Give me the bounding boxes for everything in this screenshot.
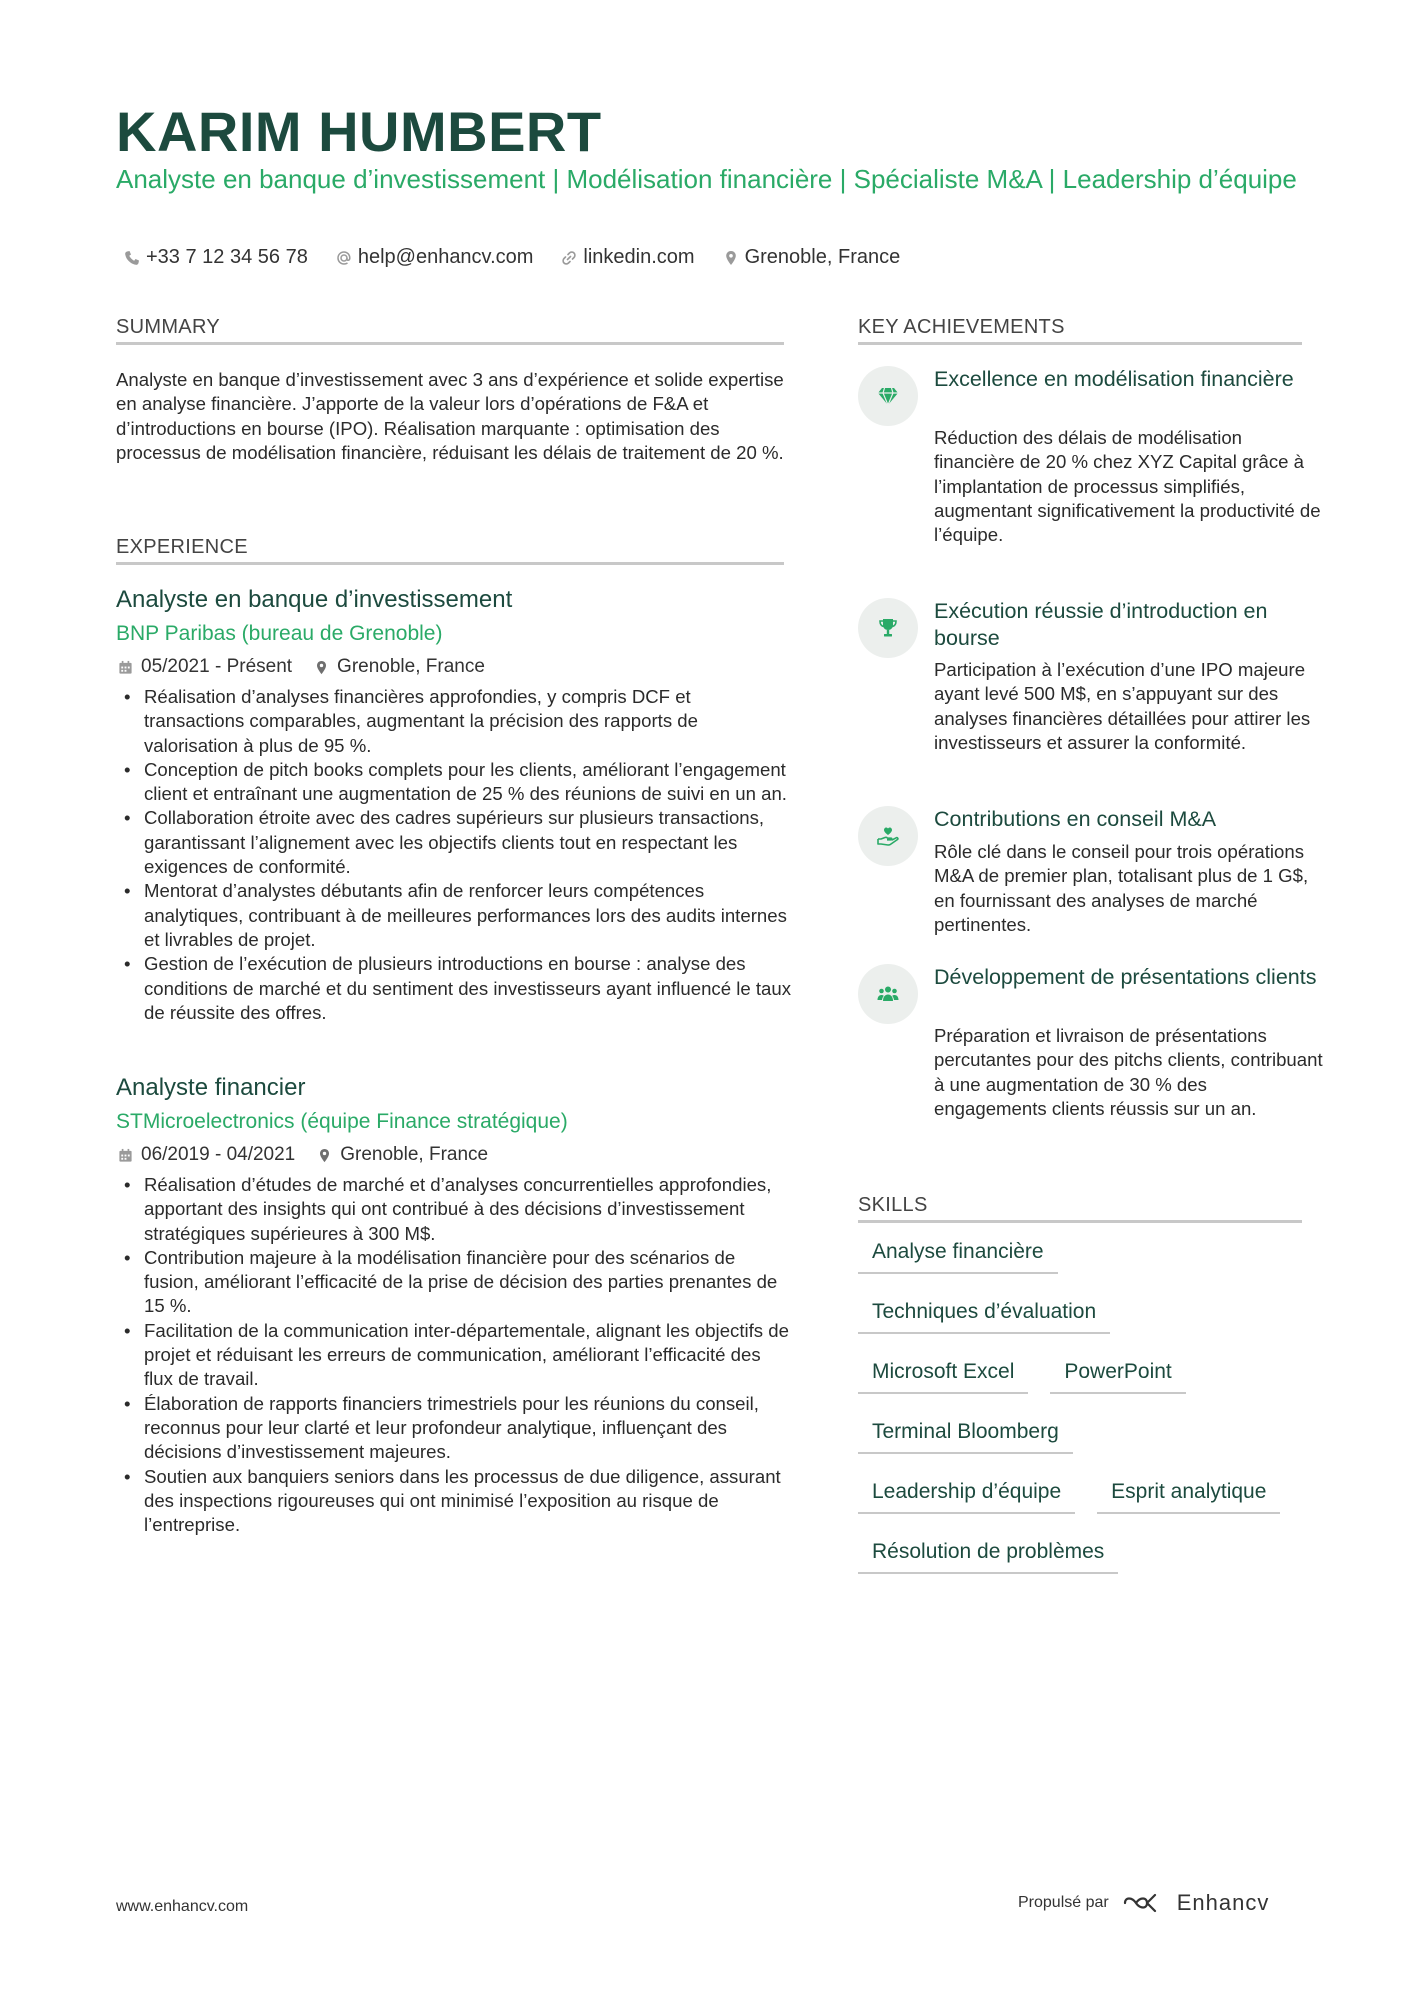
location-pin-icon — [317, 1148, 332, 1163]
users-icon — [876, 982, 900, 1006]
achievement-desc: Réduction des délais de modélisation financière de 20 % chez XYZ Capital grâce à l’implantation de processus simplifiés, augmentant significativement la productivité de l’équipe. — [934, 427, 1321, 546]
achievement-desc: Rôle clé dans le conseil pour trois opérations M&A de premier plan, totalisant plus de 1 G$, en fournissant des analyses de marché pertinentes. — [934, 841, 1309, 935]
skills-divider — [858, 1220, 1302, 1223]
calendar-icon — [118, 660, 133, 675]
skill-tag: Terminal Bloomberg — [858, 1416, 1073, 1454]
bullet-item: • Contribution majeure à la modélisation financière pour des scénarios de fusion, améliorant l’efficacité de la prise de décision des parties prenantes de 15 %. — [120, 1246, 792, 1319]
hand-heart-icon — [876, 824, 900, 848]
brand-logo[interactable] — [1123, 1890, 1270, 1916]
achievement-title: Développement de présentations clients — [934, 965, 1317, 989]
achievement-icon-circle — [858, 598, 918, 658]
location-pin-icon — [314, 660, 329, 675]
job-meta — [118, 656, 485, 678]
skill-row — [858, 1236, 1328, 1274]
job-dates-text: 06/2019 - 04/2021 — [141, 1144, 296, 1165]
achievement-title: Contributions en conseil M&A — [934, 807, 1217, 831]
bullet-item: • Soutien aux banquiers seniors dans les processus de due diligence, assurant des inspections rigoureuses qui ont minimisé l’exposition au risque de l’entreprise. — [120, 1465, 792, 1538]
diamond-icon — [876, 384, 900, 408]
achievement-desc: Participation à l’exécution d’une IPO majeure ayant levé 500 M$, en s’appuyant sur des analyses financières détaillées pour attirer les investisseurs et assurer la conformité. — [934, 659, 1311, 753]
skill-tag: Techniques d’évaluation — [858, 1296, 1110, 1334]
job-dates-text: 05/2021 - Présent — [141, 656, 293, 677]
skill-tag: Résolution de problèmes — [858, 1536, 1118, 1574]
achievement-icon-circle — [858, 366, 918, 426]
candidate-name: KARIM HUMBERT — [116, 100, 602, 163]
bullet-item: • Réalisation d’analyses financières approfondies, y compris DCF et transactions comparables, augmentant la précision des rapports de valorisation à plus de 95 %. — [120, 685, 792, 758]
skill-tag: PowerPoint — [1050, 1356, 1185, 1394]
job-bullets — [120, 1173, 792, 1537]
skill-tag: Analyse financière — [858, 1236, 1058, 1274]
achievement-icon-circle — [858, 964, 918, 1024]
phone-text: +33 7 12 34 56 78 — [146, 246, 308, 268]
achievement-desc: Préparation et livraison de présentations percutantes pour des pitchs clients, contribuant à une augmentation de 30 % des engagements clients réussis sur un an. — [934, 1025, 1323, 1119]
job-title: Analyste financier — [116, 1074, 306, 1101]
achievements-heading: KEY ACHIEVEMENTS — [858, 316, 1065, 338]
footer-website[interactable]: www.enhancv.com — [116, 1898, 249, 1915]
summary-divider — [116, 342, 784, 345]
brand-name: Enhancv — [1176, 1890, 1270, 1915]
link-icon — [561, 250, 577, 266]
job-title: Analyste en banque d’investissement — [116, 586, 513, 613]
experience-heading: EXPERIENCE — [116, 536, 248, 558]
job-company: STMicroelectronics (équipe Finance stratégique) — [116, 1110, 568, 1133]
bullet-item: • Gestion de l’exécution de plusieurs introductions en bourse : analyse des conditions de marché et du sentiment des investisseurs ayant influencé le taux de réussite des offres. — [120, 952, 792, 1025]
skill-tag: Leadership d’équipe — [858, 1476, 1075, 1514]
calendar-icon — [118, 1148, 133, 1163]
skills-list — [858, 1236, 1328, 1596]
achievement-item — [858, 366, 1321, 576]
link-text: linkedin.com — [583, 246, 695, 268]
achievement-icon-circle — [858, 806, 918, 866]
job-company: BNP Paribas (bureau de Grenoble) — [116, 622, 443, 645]
at-icon — [336, 250, 352, 266]
achievements-divider — [858, 342, 1302, 345]
powered-by-text: Propulsé par — [1018, 1894, 1109, 1911]
contact-phone[interactable] — [124, 246, 308, 269]
summary-heading: SUMMARY — [116, 316, 220, 338]
job-location-text: Grenoble, France — [340, 1144, 489, 1165]
skill-row — [858, 1356, 1328, 1394]
bullet-item: • Réalisation d’études de marché et d’analyses concurrentielles approfondies, apportant des insights qui ont contribué à des décisions d’investissement stratégiques supérieures à 300 M$. — [120, 1173, 792, 1246]
achievement-item — [858, 806, 1318, 946]
skill-row — [858, 1416, 1328, 1454]
headline: Analyste en banque d’investissement | Modélisation financière | Spécialiste M&A | Leadership d’équipe — [116, 164, 1297, 194]
experience-divider — [116, 562, 784, 565]
job-location — [317, 1144, 488, 1166]
footer-branding — [1018, 1890, 1269, 1916]
achievement-title: Exécution réussie d’introduction en bourse — [934, 599, 1268, 650]
bullet-item: • Collaboration étroite avec des cadres supérieurs sur plusieurs transactions, garantissant l’alignement avec les objectifs clients tout en respectant les exigences de conformité. — [120, 806, 792, 879]
job-dates — [118, 656, 292, 678]
location-pin-icon — [723, 250, 739, 266]
bullet-item: • Facilitation de la communication inter-départementale, alignant les objectifs de projet et réduisant les erreurs de communication, améliorant l’efficacité des flux de travail. — [120, 1319, 792, 1392]
job-location — [314, 656, 485, 678]
location-text: Grenoble, France — [744, 246, 901, 268]
bullet-item: • Conception de pitch books complets pour les clients, améliorant l’engagement client et entraînant une augmentation de 25 % des réunions de suivi en un an. — [120, 758, 792, 807]
summary-text: Analyste en banque d’investissement avec 3 ans d’expérience et solide expertise en analyse financière. J’apporte de la valeur lors d’opérations de F&A et d’introductions en bourse (IPO). Réalisation marquante : optimisation des processus de modélisation financière, réduisant les délais de traitement de 20 %. — [116, 369, 784, 463]
job-dates — [118, 1144, 295, 1166]
phone-icon — [124, 250, 140, 266]
skill-row — [858, 1476, 1328, 1514]
achievement-title: Excellence en modélisation financière — [934, 367, 1294, 391]
bullet-item: • Mentorat d’analystes débutants afin de renforcer leurs compétences analytiques, contribuant à de meilleures performances lors des audits internes et livrables de projet. — [120, 879, 792, 952]
skill-row — [858, 1296, 1328, 1334]
achievement-item — [858, 598, 1318, 788]
skill-tag: Esprit analytique — [1097, 1476, 1280, 1514]
bullet-item: • Élaboration de rapports financiers trimestriels pour les réunions du conseil, reconnus pour leur clarté et leur profondeur analytique, influençant des décisions d’investissement majeures. — [120, 1392, 792, 1465]
skill-row — [858, 1536, 1328, 1574]
skills-heading: SKILLS — [858, 1194, 928, 1216]
job-location-text: Grenoble, France — [337, 656, 485, 677]
email-text: help@enhancv.com — [357, 246, 534, 268]
trophy-icon — [876, 616, 900, 640]
contact-location — [723, 246, 901, 269]
skill-tag: Microsoft Excel — [858, 1356, 1028, 1394]
enhancv-logo-icon — [1123, 1890, 1169, 1916]
contact-bar — [124, 246, 900, 269]
achievement-item — [858, 964, 1323, 1154]
contact-email[interactable] — [336, 246, 534, 269]
job-bullets — [120, 685, 792, 1025]
contact-link[interactable] — [561, 246, 694, 269]
job-meta — [118, 1144, 488, 1166]
